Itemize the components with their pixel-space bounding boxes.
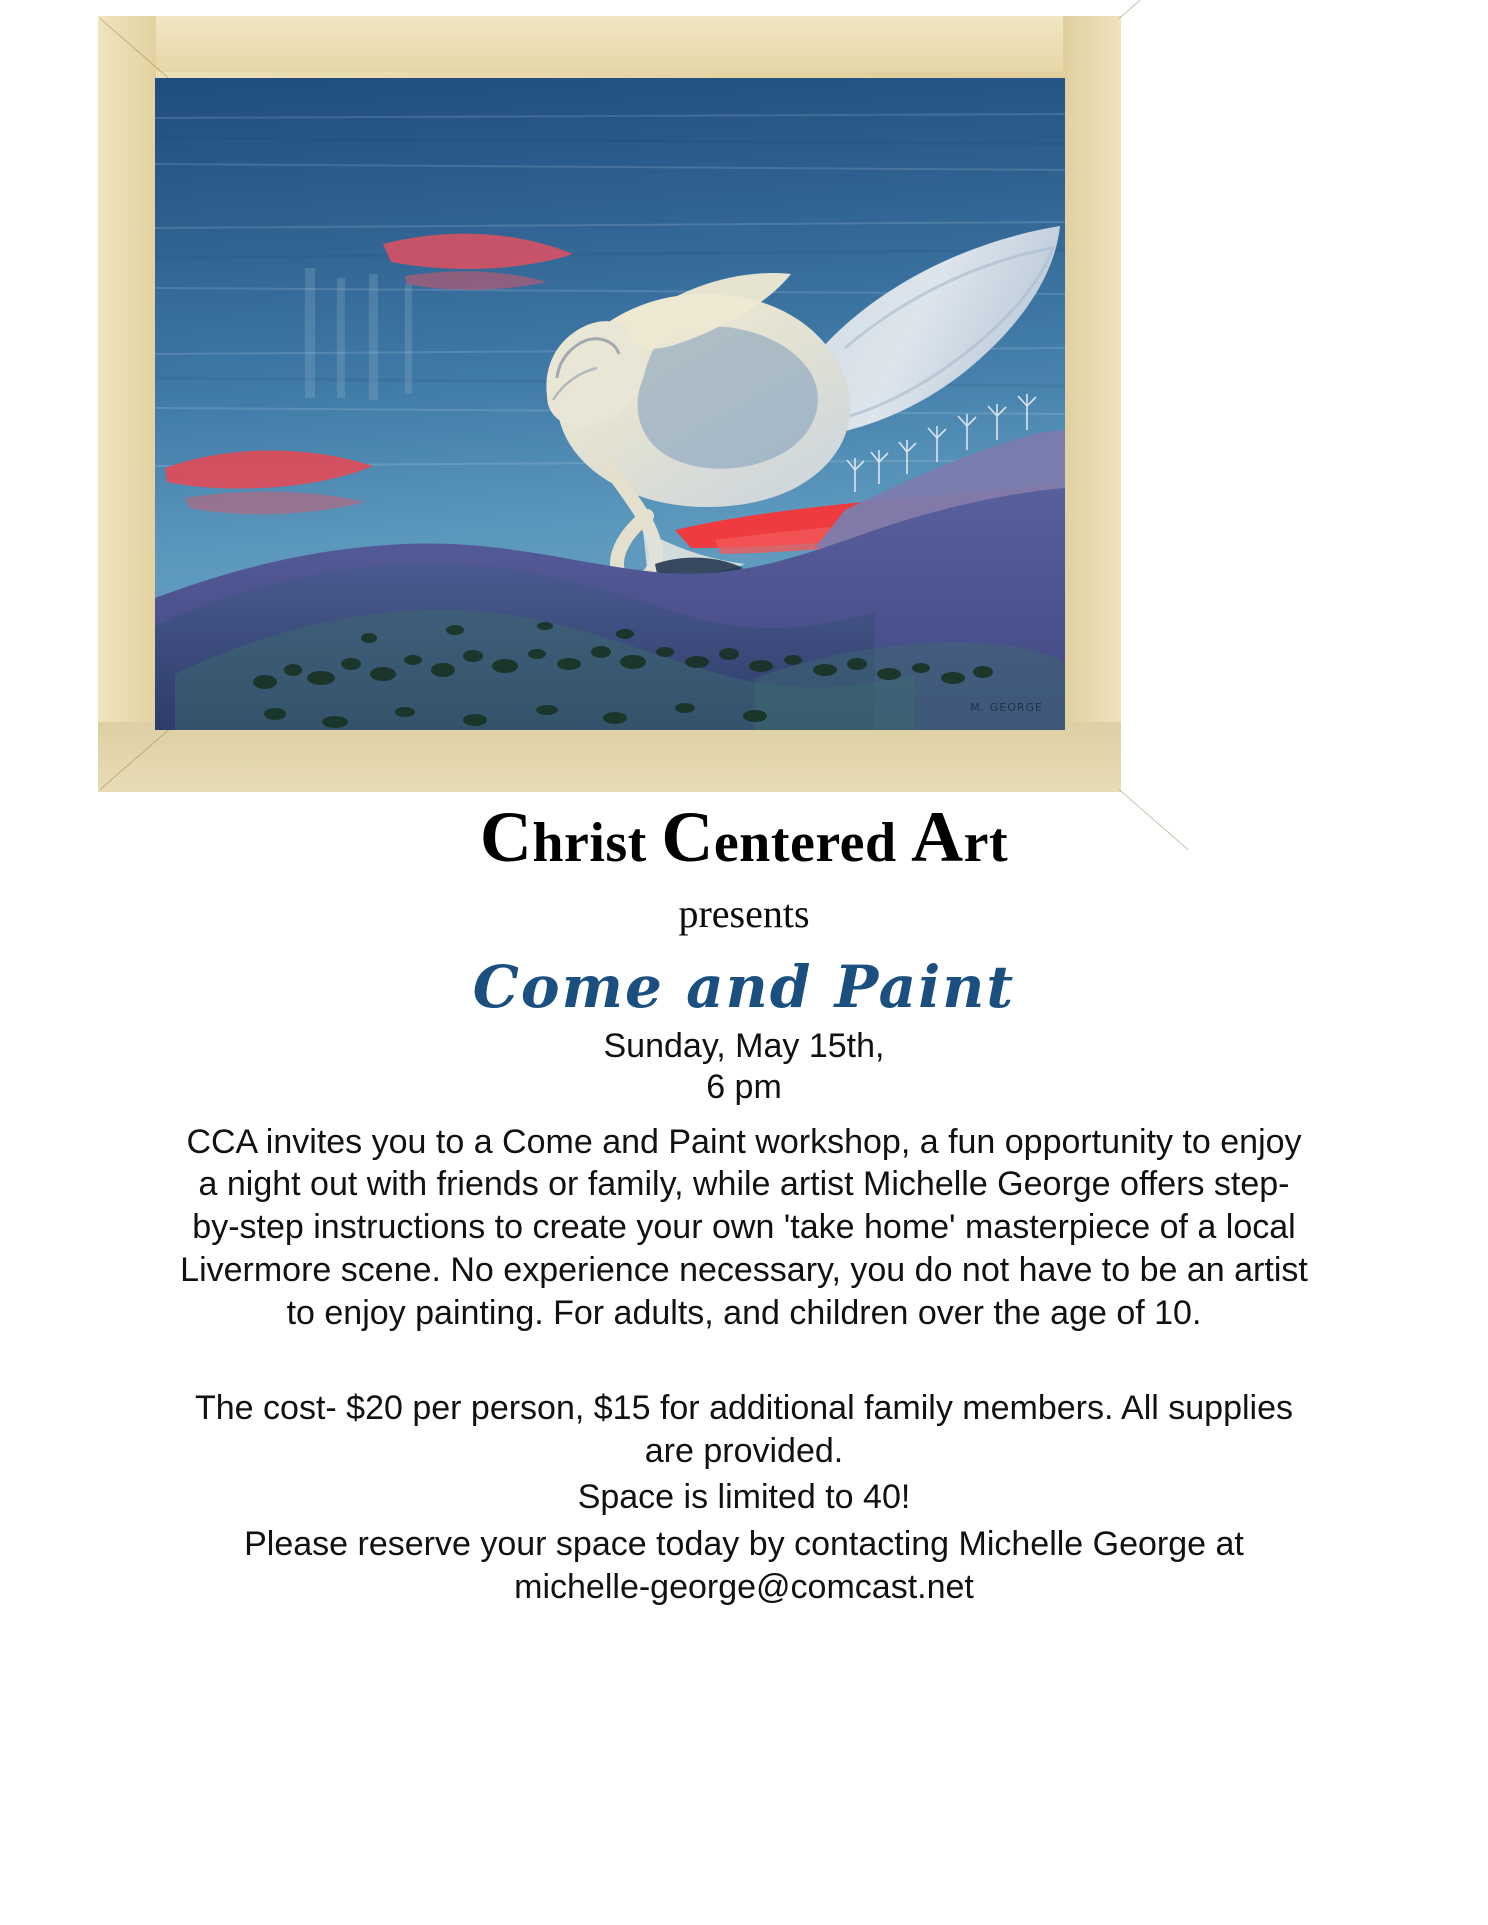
pricing-paragraph: The cost- $20 per person, $15 for additional family members. All supplies are provided. [195, 1388, 1293, 1470]
canvas-bevel-bottom [98, 722, 1121, 792]
org-title-cap-c1: C [479, 797, 533, 877]
event-time: 6 pm [706, 1067, 782, 1106]
canvas-frame [98, 16, 1121, 792]
capacity-paragraph: Space is limited to 40! [577, 1478, 911, 1517]
presents-label: presents [678, 890, 810, 936]
org-title-word-1: hrist [532, 812, 662, 874]
contact-email[interactable]: michelle-george@comcast.net [514, 1568, 974, 1607]
page-title [0, 797, 1488, 877]
canvas-corner-line [1119, 0, 1189, 19]
painting-artwork-svg [155, 78, 1065, 730]
org-title-word-2: entered [713, 812, 912, 874]
reservation-paragraph: Please reserve your space today by contacting Michelle George at [244, 1525, 1244, 1564]
org-title-cap-a: A [911, 797, 964, 877]
artwork-image [98, 16, 1121, 792]
artist-signature: M. GEORGE [970, 701, 1043, 714]
event-date: Sunday, May 15th, [603, 1026, 885, 1065]
org-title-cap-c2: C [661, 797, 714, 877]
canvas-bevel-right [1063, 16, 1121, 792]
event-title: Come and Paint [472, 952, 1016, 1021]
canvas-bevel-left [98, 16, 156, 792]
org-title-word-3: rt [963, 812, 1009, 874]
description-paragraph: CCA invites you to a Come and Paint workshop, a fun opportunity to enjoy a night out with friends or family, while artist Michelle George offers step-by-step instructions to create your own 'take home' masterpiece of a local Livermore scene. No experience necessary, you do not have to be an artist to enjoy painting. For adults, and children over the age of 10. [180, 1122, 1308, 1332]
flyer-text-block [0, 797, 1488, 1607]
canvas-bevel-top [98, 16, 1121, 72]
painting-surface [155, 78, 1065, 730]
